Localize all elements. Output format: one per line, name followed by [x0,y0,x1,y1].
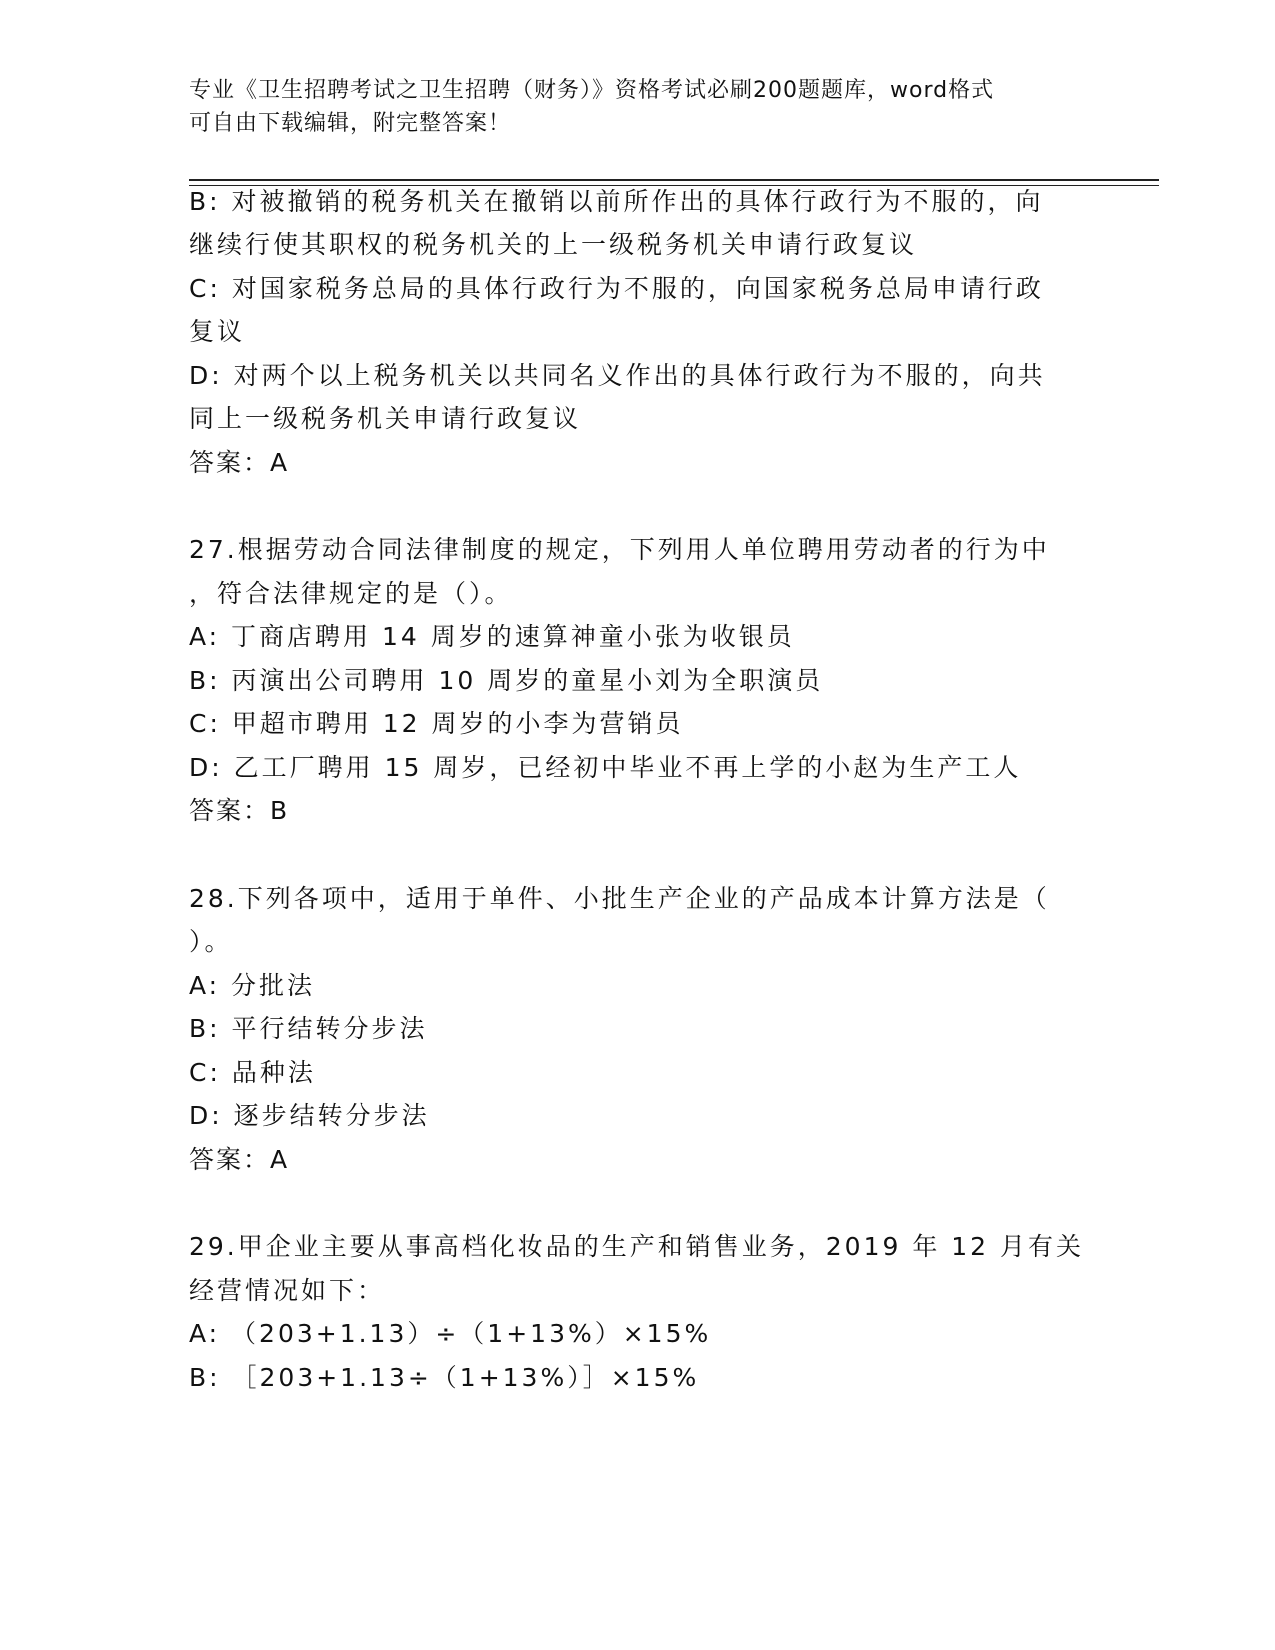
q28-option-b: B: 平行结转分步法 [189,1014,428,1043]
q27-option-b: B: 丙演出公司聘用 10 周岁的童星小刘为全职演员 [189,666,824,695]
q28-stem-line-2: ）。 [189,927,233,956]
q29-stem-line-2: 经营情况如下： [189,1276,386,1305]
q29-option-a: A: （203+1.13）÷（1+13%）×15% [189,1319,712,1348]
q26-option-c-line-1: C: 对国家税务总局的具体行政行为不服的，向国家税务总局申请行政 [189,274,1044,303]
q26-option-d-line-1: D: 对两个以上税务机关以共同名义作出的具体行政行为不服的，向共 [189,361,1046,390]
q26-option-d-line-2: 同上一级税务机关申请行政复议 [189,404,582,433]
q26-option-b-line-1: B: 对被撤销的税务机关在撤销以前所作出的具体行政行为不服的，向 [189,187,1044,216]
q27-answer: 答案：B [189,796,290,825]
header-title-line-2: 可自由下载编辑，附完整答案！ [189,111,512,136]
q29-option-b: B: ［203+1.13÷（1+13%）］×15% [189,1363,700,1392]
q27-option-a: A: 丁商店聘用 14 周岁的速算神童小张为收银员 [189,622,795,651]
q28-stem-line-1: 28.下列各项中，适用于单件、小批生产企业的产品成本计算方法是（ [189,884,1050,913]
q28-option-c: C: 品种法 [189,1058,316,1087]
header-divider-thick [189,179,1159,181]
q27-stem-line-2: ，符合法律规定的是（）。 [189,579,513,608]
q28-answer: 答案：A [189,1145,290,1174]
document-header [189,74,1069,140]
q29-stem-line-1: 29.甲企业主要从事高档化妆品的生产和销售业务，2019 年 12 月有关 [189,1232,1085,1261]
q26-option-b-line-2: 继续行使其职权的税务机关的上一级税务机关申请行政复议 [189,230,918,259]
q27-option-d: D: 乙工厂聘用 15 周岁，已经初中毕业不再上学的小赵为生产工人 [189,753,1022,782]
q26-option-c-line-2: 复议 [189,317,246,346]
q27-stem-line-1: 27.根据劳动合同法律制度的规定，下列用人单位聘用劳动者的行为中 [189,535,1050,564]
q26-answer: 答案：A [189,448,290,477]
q28-option-d: D: 逐步结转分步法 [189,1101,430,1130]
q28-option-a: A: 分批法 [189,971,316,1000]
q27-option-c: C: 甲超市聘用 12 周岁的小李为营销员 [189,709,684,738]
header-title-line-1: 专业《卫生招聘考试之卫生招聘（财务）》资格考试必刷200题题库，word格式 [189,78,995,103]
